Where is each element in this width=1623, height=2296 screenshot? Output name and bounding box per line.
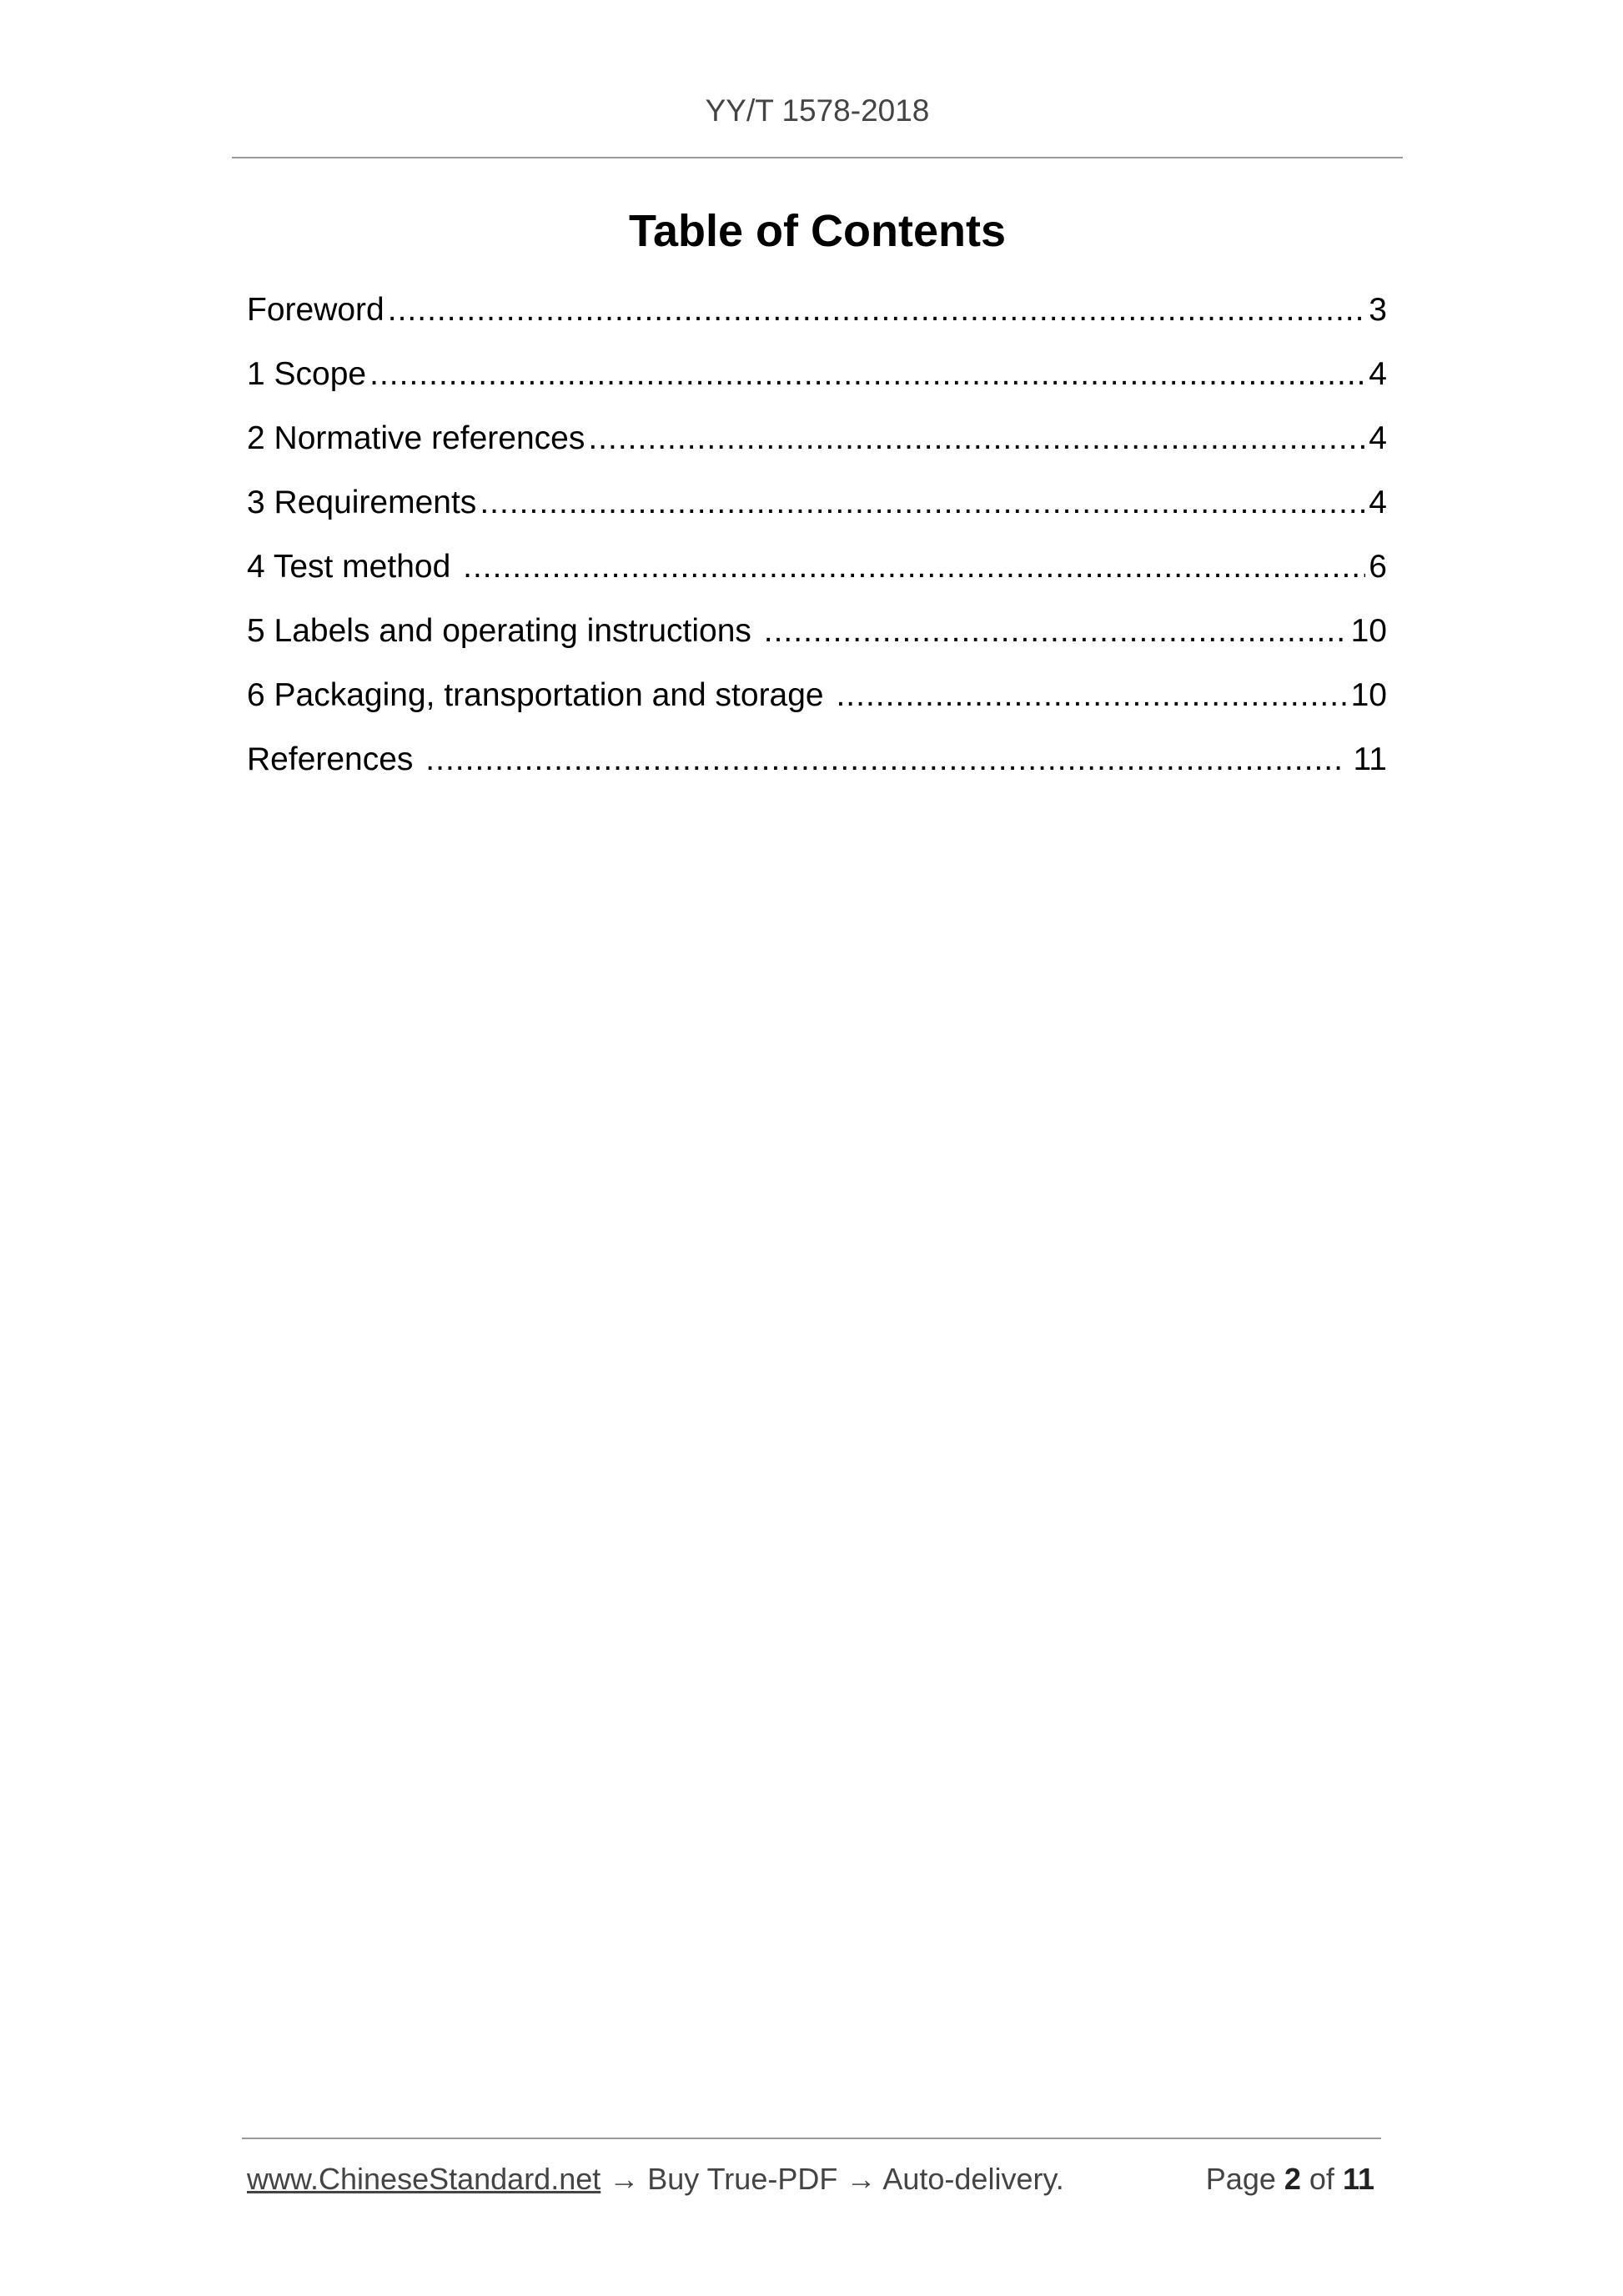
running-header: YY/T 1578-2018 [705,93,930,128]
toc-entry-page: 6 [1369,549,1387,585]
toc-entry-page: 10 [1350,613,1387,649]
toc-entry-label: 6 Packaging, transportation and storage [247,677,833,713]
page-number [1206,2162,1374,2197]
header-divider [232,157,1403,158]
toc-entry-requirements[interactable] [247,478,1387,542]
buy-text: Buy True-PDF [647,2162,838,2196]
arrow-icon: → [600,2162,648,2196]
toc-entry-normative-references[interactable] [247,414,1387,478]
toc-entry-page: 4 [1369,420,1387,456]
footer-promo [247,2162,1064,2197]
toc-dot-leader [588,414,1365,464]
toc-entry-page: 10 [1350,677,1387,713]
delivery-text: Auto-delivery. [882,2162,1064,2196]
arrow-icon: → [837,2162,883,2196]
toc-entry-label: 3 Requirements [247,485,477,520]
toc-entry-labels-and-operating-instructions[interactable] [247,606,1387,671]
toc-dot-leader [425,735,1340,785]
toc-dot-leader [764,606,1348,656]
toc-dot-leader [480,478,1365,528]
toc-entry-label: 5 Labels and operating instructions [247,613,761,649]
toc-entry-label: References [247,741,423,777]
toc-entry-label: Foreword [247,292,384,328]
of-word: of [1300,2162,1343,2196]
toc-entry-page: 11 [1344,741,1387,777]
site-link[interactable]: www.ChineseStandard.net [247,2162,601,2196]
toc-entry-page: 4 [1369,485,1387,520]
toc-entry-page: 4 [1369,356,1387,392]
toc-entry-packaging-transportation-storage[interactable] [247,671,1387,735]
footer-divider [242,2138,1381,2139]
toc-entry-label: 1 Scope [247,356,367,392]
total-page-count: 11 [1342,2162,1374,2196]
current-page-number: 2 [1284,2162,1301,2196]
toc-entry-references[interactable] [247,735,1387,799]
toc-entry-label: 4 Test method [247,549,460,585]
toc-entry-foreword[interactable] [247,285,1387,349]
toc-dot-leader [388,285,1366,335]
toc-dot-leader [836,671,1347,721]
toc-entry-test-method[interactable] [247,542,1387,606]
toc-dot-leader [463,542,1365,592]
toc-entry-scope[interactable] [247,349,1387,414]
page-word: Page [1205,2162,1284,2196]
table-of-contents [247,285,1387,799]
toc-entry-page: 3 [1369,292,1387,328]
toc-title: Table of Contents [629,206,1006,256]
toc-dot-leader [369,349,1365,399]
toc-entry-label: 2 Normative references [247,420,585,456]
